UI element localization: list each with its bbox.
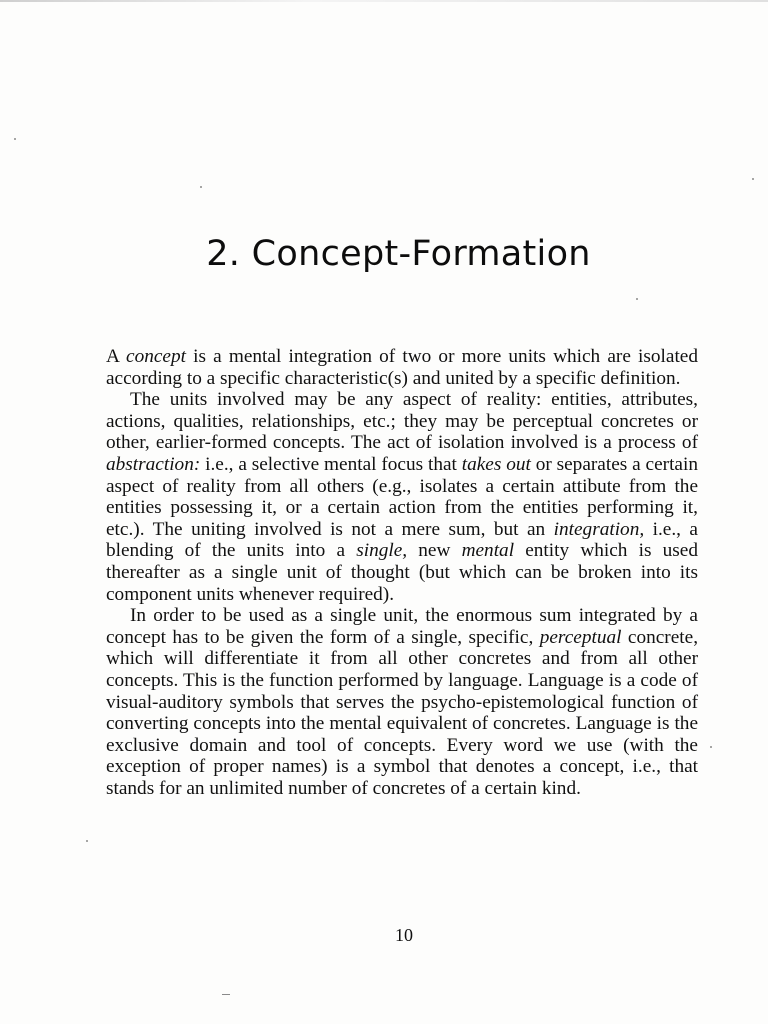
- text-run: i.e., a selective mental focus that: [200, 453, 462, 475]
- italic-term: abstraction:: [106, 453, 201, 475]
- text-run: The units involved may be any aspect of reality: entities, attributes, actions, qualities, relationships, etc.; they may be perceptual concretes or other, earlier-formed concepts. The act of isolation involved is a process of: [106, 389, 698, 454]
- chapter-title: 2. Concept-Formation: [206, 234, 591, 274]
- text-run: In order to be used as a single unit, the enormous sum integrated by a concept has to be given the form of a single, specific,: [106, 605, 698, 648]
- italic-term: mental: [461, 540, 515, 562]
- italic-term: perceptual: [539, 626, 622, 648]
- italic-term: integration,: [553, 518, 645, 540]
- text-run: concrete, which will differentiate it from all other concretes and from all other concepts. This is the function performed by language. Language is a code of visual-auditory symbols that serves the psycho-epistemological function of converting concepts into the mental equivalent of concretes. Language is the exclusive domain and tool of concepts. Every word we use (with the exception of proper names) is a symbol that denotes a concept, i.e., that stands for an unlimited number of concretes of a certain kind.: [106, 626, 699, 799]
- text-run: is a mental integration of two or more units which are isolated according to a specific characteristic(s) and united by a specific definition.: [106, 346, 698, 389]
- page-number: 10: [395, 925, 413, 945]
- text-run: A: [106, 346, 127, 367]
- italic-term: single,: [356, 540, 408, 562]
- text-run: i.e., a blending of the units into a: [106, 518, 698, 562]
- italic-term: takes out: [461, 453, 531, 475]
- scan-speck: [200, 186, 202, 188]
- scan-speck: [636, 298, 638, 300]
- paragraph-2: [106, 389, 698, 605]
- text-run: new: [407, 540, 462, 562]
- scan-speck: [710, 746, 712, 748]
- text-run: or separates a certain aspect of reality from all others (e.g., isolates a certain attibute from the entities possessing it, or a certain action from the entities performing it, etc.). The uniting involved is not a mere sum, but an: [106, 453, 698, 540]
- scan-speck: [752, 178, 754, 180]
- scan-speck: [222, 994, 230, 995]
- scan-speck: [86, 840, 88, 842]
- paragraph-1: [106, 346, 698, 389]
- page-top-edge: [0, 0, 768, 2]
- italic-term: concept: [126, 346, 186, 367]
- scan-speck: [14, 138, 16, 140]
- paragraph-3: [106, 605, 698, 799]
- body-text: [106, 346, 698, 799]
- text-run: entity which is used thereafter as a single unit of thought (but which can be broken into its component units whenever required).: [106, 540, 698, 605]
